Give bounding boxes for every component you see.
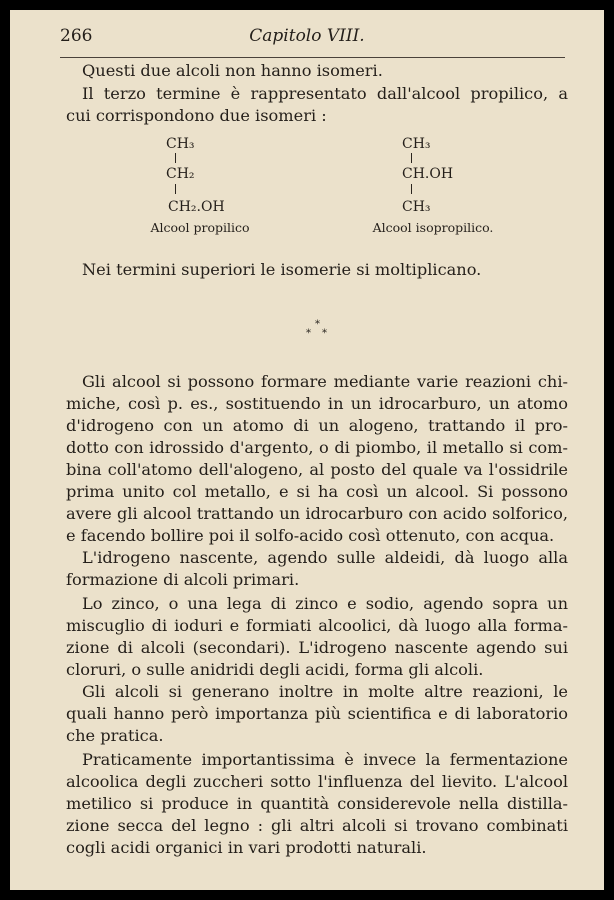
text-line: che pratica. xyxy=(66,726,164,745)
asterisk: * xyxy=(315,319,320,330)
text-line: formazione di alcoli primari. xyxy=(66,570,300,589)
section-separator xyxy=(306,320,336,344)
chapter-title: Capitolo VIII. xyxy=(249,26,365,46)
text-line: miche, così p. es., sostituendo in un idrocarburo, un atomo xyxy=(66,394,568,413)
formula-group: CH.OH xyxy=(402,166,454,182)
text-line: bina coll'atomo dell'alogeno, al posto del quale va l'ossidrile xyxy=(66,460,568,479)
bond-line xyxy=(175,153,176,163)
header-rule xyxy=(60,57,565,58)
formula-group: CH₂ xyxy=(166,166,195,182)
text-line: e facendo bollire poi il solfo-acido così ottenuto, con acqua. xyxy=(66,526,555,545)
text-line: Gli alcoli si generano inoltre in molte altre reazioni, le xyxy=(82,682,568,701)
text-line: dotto con idrossido d'argento, o di piombo, il metallo si com- xyxy=(66,438,568,457)
text-line: zione di alcoli (secondari). L'idrogeno nascente agendo sui xyxy=(66,638,568,657)
bond-line xyxy=(175,184,176,194)
book-page xyxy=(10,10,604,890)
formula-caption: Alcool propilico xyxy=(150,220,250,235)
text-line: Il terzo termine è rappresentato dall'alcool propilico, a xyxy=(82,84,568,103)
text-line: Gli alcool si possono formare mediante varie reazioni chi- xyxy=(82,372,568,391)
text-line: metilico si produce in quantità considerevole nella distilla- xyxy=(66,794,568,813)
text-line: quali hanno però importanza più scientifica e di laboratorio xyxy=(66,704,568,723)
text-line: Praticamente importantissima è invece la fermentazione xyxy=(82,750,568,769)
bond-line xyxy=(411,153,412,163)
formula-group: CH₃ xyxy=(402,136,431,152)
formula-group: CH₃ xyxy=(402,199,431,215)
formula-group: CH₂.OH xyxy=(168,199,225,215)
page-number: 266 xyxy=(60,26,93,46)
text-line: prima unito col metallo, e si ha così un alcool. Si possono xyxy=(66,482,568,501)
text-line: cui corrispondono due isomeri : xyxy=(66,106,327,125)
text-line: avere gli alcool trattando un idrocarburo con acido solforico, xyxy=(66,504,568,523)
text-line: Questi due alcoli non hanno isomeri. xyxy=(82,61,383,80)
page-header xyxy=(10,26,604,46)
text-line: zione secca del legno : gli altri alcoli si trovano combinati xyxy=(66,816,568,835)
text-line: Lo zinco, o una lega di zinco e sodio, agendo sopra un xyxy=(82,594,568,613)
bond-line xyxy=(411,184,412,194)
asterisk: * xyxy=(322,328,327,339)
formula-caption: Alcool isopropilico. xyxy=(372,220,494,235)
text-line: miscuglio di ioduri e formiati alcoolici, dà luogo alla forma- xyxy=(66,616,568,635)
text-line: cloruri, o sulle anidridi degli acidi, forma gli alcoli. xyxy=(66,660,484,679)
text-line: Nei termini superiori le isomerie si moltiplicano. xyxy=(82,260,482,279)
text-line: d'idrogeno con un atomo di un alogeno, trattando il pro- xyxy=(66,416,568,435)
text-line: alcoolica degli zuccheri sotto l'influenza del lievito. L'alcool xyxy=(66,772,568,791)
text-line: cogli acidi organici in vari prodotti naturali. xyxy=(66,838,427,857)
asterisk: * xyxy=(306,328,311,339)
formula-group: CH₃ xyxy=(166,136,195,152)
text-line: L'idrogeno nascente, agendo sulle aldeidi, dà luogo alla xyxy=(82,548,568,567)
